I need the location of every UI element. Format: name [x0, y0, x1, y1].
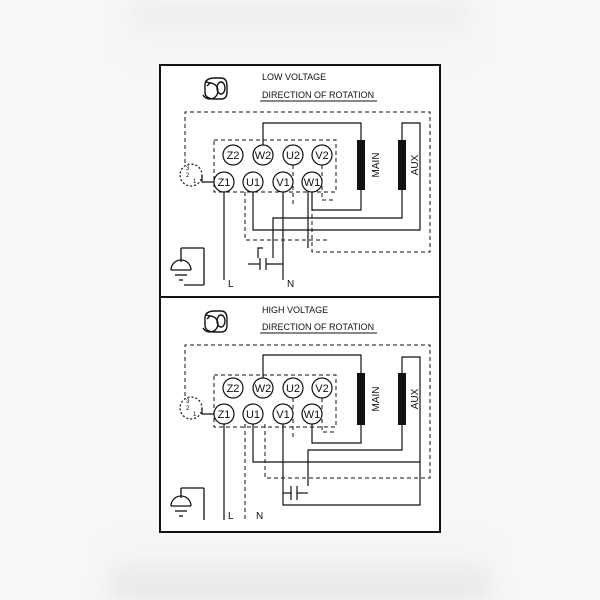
line-label-l: L [228, 279, 234, 290]
svg-text:1: 1 [193, 179, 197, 185]
svg-text:U2: U2 [285, 383, 301, 395]
svg-text:2: 2 [186, 173, 190, 179]
svg-text:U1: U1 [245, 409, 261, 421]
panel-subtitle: DIRECTION OF ROTATION [262, 90, 375, 100]
line-label-l: L [228, 511, 234, 522]
aux-coil [398, 140, 406, 190]
svg-text:2: 2 [186, 406, 190, 412]
svg-text:W1: W1 [303, 409, 321, 421]
panel-title: HIGH VOLTAGE [262, 305, 329, 315]
svg-text:W1: W1 [303, 177, 321, 189]
svg-text:3: 3 [186, 166, 190, 172]
svg-text:Z2: Z2 [226, 150, 240, 162]
main-coil-label: MAIN [371, 152, 382, 178]
svg-text:V2: V2 [315, 150, 329, 162]
svg-text:Z1: Z1 [217, 409, 231, 421]
line-label-n: N [256, 511, 264, 522]
svg-text:W2: W2 [254, 150, 272, 162]
line-label-n: N [287, 279, 295, 290]
main-coil [357, 373, 365, 425]
svg-text:1: 1 [193, 412, 197, 418]
main-coil [357, 140, 365, 190]
svg-text:V1: V1 [276, 177, 290, 189]
aux-coil-label: AUX [410, 388, 421, 410]
svg-text:Z1: Z1 [217, 177, 231, 189]
svg-text:3: 3 [186, 399, 190, 405]
svg-text:W2: W2 [254, 383, 272, 395]
main-coil-label: MAIN [371, 386, 382, 412]
svg-text:U2: U2 [285, 150, 301, 162]
svg-text:V1: V1 [276, 409, 290, 421]
panel-subtitle: DIRECTION OF ROTATION [262, 322, 375, 332]
panel-title: LOW VOLTAGE [262, 72, 327, 82]
svg-text:V2: V2 [315, 383, 329, 395]
aux-coil-label: AUX [410, 154, 421, 176]
svg-text:U1: U1 [245, 177, 261, 189]
aux-coil [398, 373, 406, 425]
svg-text:Z2: Z2 [226, 383, 240, 395]
